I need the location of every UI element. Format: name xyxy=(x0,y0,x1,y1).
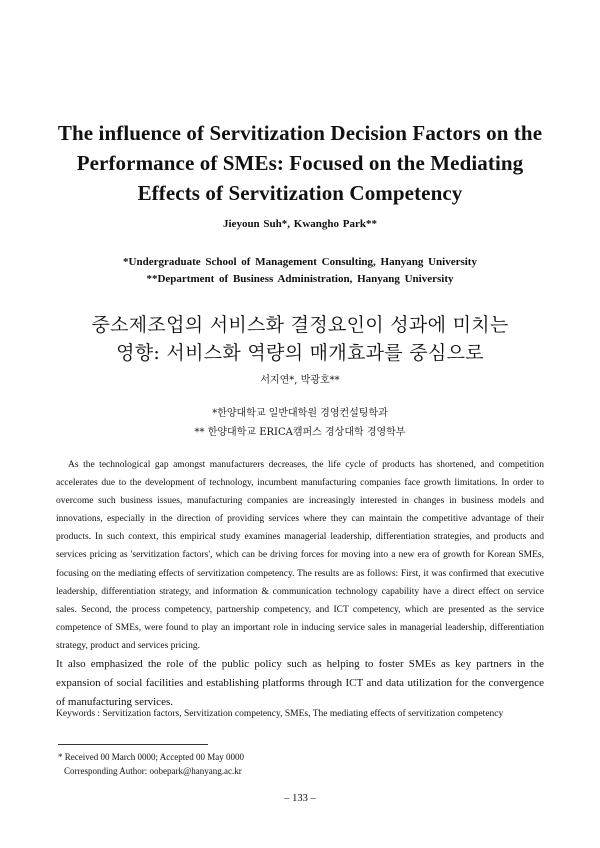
footnote-received: * Received 00 March 0000; Accepted 00 May 0000 xyxy=(58,752,244,762)
korean-title xyxy=(0,311,600,367)
english-affiliation-2: **Department of Business Administration, Hanyang University xyxy=(146,273,454,285)
english-title-line-2: Performance of SMEs: Focused on the Mediating xyxy=(76,151,524,175)
keywords: Keywords : Servitization factors, Servitization competency, SMEs, The mediating effects of servitization competency xyxy=(56,709,504,719)
english-authors: Jieyoun Suh*, Kwangho Park** xyxy=(223,218,377,230)
korean-affiliation-1: *한양대학교 일반대학원 경영컨설팅학과 xyxy=(212,408,388,419)
english-title-line-3: Effects of Servitization Competency xyxy=(137,181,463,205)
abstract xyxy=(56,456,544,712)
abstract-body: As the technological gap amongst manufacturers decreases, the life cycle of products has shortened, and competition accelerates due to the development of technology, incumbent manufacturing companies face growth limitations. In order to overcome such business issues, manufacturing companies are increasingly interested in changes in business models and innovations, especially in the direction of providing services where they can maintain the competitive advantage of their products. In such context, this empirical study examines managerial leadership, differentiation strategies, and products and services pricing as 'servitization factors', which can be driving forces for moving into a new era of growth for Korean SMEs, focusing on the mediating effects of servitization competency. The results are as follows: First, it was confirmed that executive leadership, differentiation strategy, and information & communication technology capability have a direct effect on service sales. Second, the process competency, partnership competency, and ICT competency, which are presented as the service competence of SMEs, were found to play an important role in inducing service sales in managerial leadership, differentiation strategy, product and services pricing. xyxy=(56,460,544,651)
page-number: – 133 – xyxy=(284,793,316,804)
english-title xyxy=(40,118,560,208)
footnote-corresponding-author: Corresponding Author: oobepark@hanyang.ac.kr xyxy=(64,766,242,776)
korean-authors: 서지연*, 박광호** xyxy=(260,375,340,386)
footnote-divider xyxy=(58,744,208,745)
english-title-line-1: The influence of Servitization Decision Factors on the xyxy=(57,121,543,145)
korean-title-line-1: 중소제조업의 서비스화 결정요인이 성과에 미치는 xyxy=(91,314,509,336)
korean-affiliation-2: ** 한양대학교 ERICA캠퍼스 경상대학 경영학부 xyxy=(194,427,406,438)
english-affiliation-1: *Undergraduate School of Management Consulting, Hanyang University xyxy=(123,256,477,268)
abstract-policy-sentence: It also emphasized the role of the public policy such as helping to foster SMEs as key partners in the expansion of social facilities and establishing platforms through ICT and data utilization for the convergence of manufacturing services. xyxy=(56,658,544,709)
korean-title-line-2: 영향: 서비스화 역량의 매개효과를 중심으로 xyxy=(116,342,484,364)
